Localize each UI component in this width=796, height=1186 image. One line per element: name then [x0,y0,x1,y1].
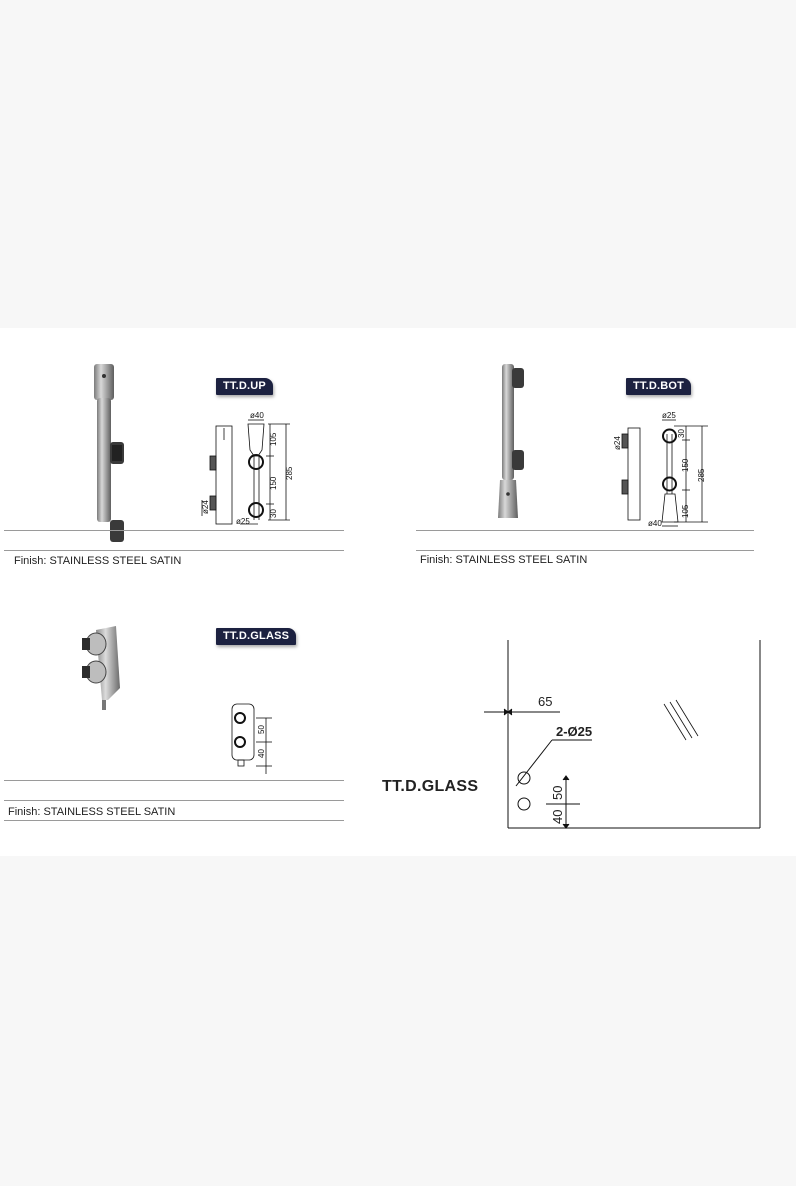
product-photo-up [80,358,140,528]
dim-hole-count-diameter: 2-Ø25 [556,724,593,739]
product-code-tag-glass: TT.D.GLASS [216,628,296,645]
dim-top-spacing: 50 [257,725,266,734]
technical-drawing-glass [226,700,286,780]
finish-label-glass: Finish: STAINLESS STEEL SATIN [8,806,176,818]
dim-hole-spacing-1: 50 [550,785,565,800]
dim-bottom-diameter: ø40 [648,519,662,528]
divider [4,780,344,781]
dim-mid-height: 150 [681,458,690,472]
product-code-tag-bot: TT.D.BOT [626,378,691,395]
finish-label-bot: Finish: STAINLESS STEEL SATIN [420,554,588,566]
dim-bottom-height: 30 [269,509,278,518]
dim-bottom-height: 105 [681,504,690,518]
technical-drawing-bot [612,411,722,532]
divider [4,800,344,801]
dim-top-diameter: ø40 [250,411,264,420]
divider [4,550,344,551]
dim-top-height: 30 [677,429,686,438]
glass-drawing-title: TT.D.GLASS [382,778,479,795]
dim-side-diameter: ø24 [613,436,622,450]
product-photo-bot [494,362,534,522]
dim-bottom-spacing: 40 [257,749,266,758]
catalog-sheet [0,328,796,856]
glass-drilling-drawing [480,636,770,836]
dim-total-height: 285 [285,466,294,480]
dim-hole-spacing-2: 40 [550,809,565,824]
finish-label-up: Finish: STAINLESS STEEL SATIN [14,555,182,567]
divider [4,530,344,531]
dim-bottom-diameter: ø25 [236,517,250,526]
dim-side-diameter: ø24 [201,500,210,514]
dim-edge-offset: 65 [538,694,553,709]
dim-top-height: 105 [269,432,278,446]
divider [4,820,344,821]
divider [416,530,754,531]
dim-mid-height: 150 [269,476,278,490]
product-code-tag-up: TT.D.UP [216,378,273,395]
divider [416,550,754,551]
technical-drawing-up [196,410,306,530]
dim-top-diameter: ø25 [662,411,676,420]
dim-total-height: 285 [697,468,706,482]
product-photo-glass [74,624,134,714]
